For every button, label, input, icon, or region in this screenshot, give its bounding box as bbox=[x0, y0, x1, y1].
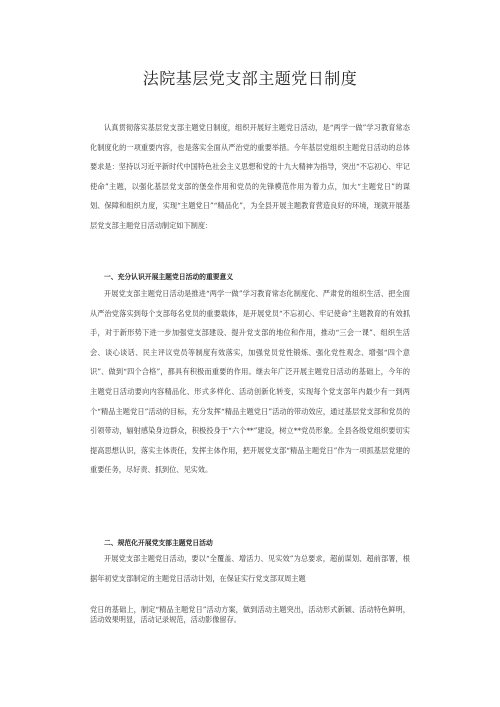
document-title: 法院基层党支部主题党日制度 bbox=[142, 69, 358, 88]
section1-paragraph: 开展党支部主题党日活动是推进“两学一做”学习教育常态化制度化、严肃党的组织生活、把全面从严治党落实到每个支部每名党员的重要载体，是开展党员“不忘初心、牢记使命”主题教育的有效抓手，对于新形势下进一步加强党支部建设、提升党支部的地位和作用，推动“三会一课”、组织生活会、谈心谈话、民主评议党员等制度有效落实，加强党员党性锻炼、强化党性观念、增强“四个意识”、做到“四个合格”，都具有积极而重要的作用。继去年广泛开展主题党日活动的基础上，今年的主题党日活动要向内容精品化、形式多样化、活动创新化转变，实现每个党支部年内最少有一到两个“精品主题党日”活动的目标，充分发挥“精品主题党日”活动的带动效应，通过基层党支部和党员的引领带动，辐射感染身边群众，积极投身于“六个**”建设，树立**党员形象。全县各级党组织要切实提高思想认识，落实主体责任，发挥主体作用，把开展党支部“精品主题党日”作为一项抓基层党建的重要任务，尽好责、抓到位、见实效。 bbox=[90, 289, 410, 475]
section2-paragraph: 开展党支部主题党日活动，要以“全覆盖、增活力、见实效”为总要求，超前谋划、超前部署，根据年初党支部制定的主题党日活动计划，在保证实行党支部双周主题 bbox=[90, 554, 410, 583]
section2-paragraph-tail: 党日的基础上，制定“精品主题党日”活动方案，做到活动主题突出，活动形式新颖、活动特色鲜明，活动效果明显，活动记录规范，活动影像留存。 bbox=[90, 605, 410, 624]
section1-heading: 一、充分认识开展主题党日活动的重要意义 bbox=[104, 273, 234, 281]
section2-heading: 二、规范化开展党支部主题党日活动 bbox=[104, 539, 213, 547]
intro-paragraph: 认真贯彻落实基层党支部主题党日制度，组织开展好主题党日活动，是“两学一做”学习教育常态化制度化的一项重要内容，也是落实全面从严治党的重要举措。今年基层党组织主题党日活动的总体要求是：坚持以习近平新时代中国特色社会主义思想和党的十九大精神为指导，突出“不忘初心、牢记使命”主题，以强化基层党支部的堡垒作用和党员的先锋模范作用为着力点，加大“主题党日”的谋划、保障和组织力度，实现“主题党日”“精品化”，为全县开展主题教育营造良好的环境，现就开展基层党支部主题党日活动制定如下制度： bbox=[90, 123, 410, 230]
